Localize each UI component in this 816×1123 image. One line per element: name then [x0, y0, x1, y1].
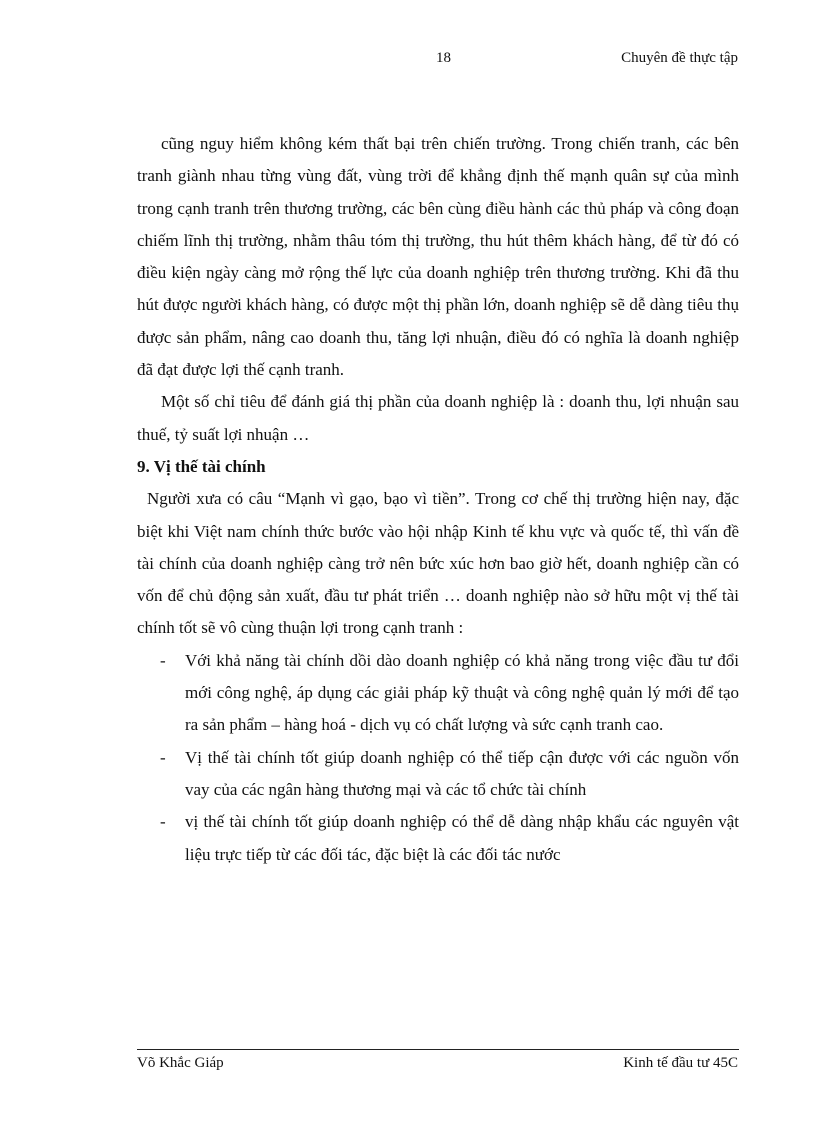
paragraph-competition: cũng nguy hiểm không kém thất bại trên chiến trường. Trong chiến tranh, các bên tranh giành nhau từng vùng đất, vùng trời để khẳng định thế mạnh quân sự của mình trong cạnh tranh trên thương trường, các bên cùng điều hành các thủ pháp và công đoạn chiếm lĩnh thị trường, nhằm thâu tóm thị trường, thu hút thêm khách hàng, để từ đó có điều kiện ngày càng mở rộng thế lực của doanh nghiệp trên thương trường. Khi đã thu hút được người khách hàng, có được một thị phần lớn, doanh nghiệp sẽ dễ dàng tiêu thụ được sản phẩm, nâng cao doanh thu, tăng lợi nhuận, điều đó có nghĩa là doanh nghiệp đã đạt được lợi thế cạnh tranh. [137, 134, 739, 380]
paragraph-market-share-indicators: Một số chỉ tiêu để đánh giá thị phần của doanh nghiệp là : doanh thu, lợi nhuận sau thuế, tỷ suất lợi nhuận … [137, 392, 739, 444]
list-item-text: Với khả năng tài chính dồi dào doanh nghiệp có khả năng trong việc đầu tư đổi mới công nghệ, áp dụng các giải pháp kỹ thuật và công nghệ quản lý mới để tạo ra sản phẩm – hàng hoá - dịch vụ có chất lượng và sức cạnh tranh cao. [185, 650, 739, 735]
bullet-dash: - [160, 650, 166, 670]
section-heading: 9. Vị thế tài chính [137, 456, 266, 476]
bullet-dash: - [160, 812, 166, 832]
bullet-list [137, 645, 739, 871]
footer-divider [137, 1049, 739, 1050]
body-text [137, 128, 739, 871]
header-title: Chuyên đề thực tập [621, 50, 738, 66]
paragraph-financial-position: Người xưa có câu “Mạnh vì gạo, bạo vì tiền”. Trong cơ chế thị trường hiện nay, đặc biệt khi Việt nam chính thức bước vào hội nhập Kinh tế khu vực và quốc tế, thì vấn đề tài chính của doanh nghiệp càng trở nên bức xúc hơn bao giờ hết, doanh nghiệp cần có vốn để chủ động sản xuất, đầu tư phát triển … doanh nghiệp nào sở hữu một vị thế tài chính tốt sẽ vô cùng thuận lợi trong cạnh tranh : [137, 489, 739, 638]
page-number: 18 [436, 50, 451, 66]
list-item [160, 645, 739, 742]
bullet-dash: - [160, 747, 166, 767]
list-item [160, 742, 739, 807]
list-item-text: Vị thế tài chính tốt giúp doanh nghiệp có thể tiếp cận được với các nguồn vốn vay của các ngân hàng thương mại và các tổ chức tài chính [185, 747, 739, 799]
footer-class: Kinh tế đầu tư 45C [623, 1055, 738, 1071]
footer-author: Võ Khắc Giáp [137, 1055, 224, 1071]
list-item-text: vị thế tài chính tốt giúp doanh nghiệp có thể dễ dàng nhập khẩu các nguyên vật liệu trực tiếp từ các đối tác, đặc biệt là các đối tác nước [185, 812, 739, 864]
list-item [160, 806, 739, 871]
